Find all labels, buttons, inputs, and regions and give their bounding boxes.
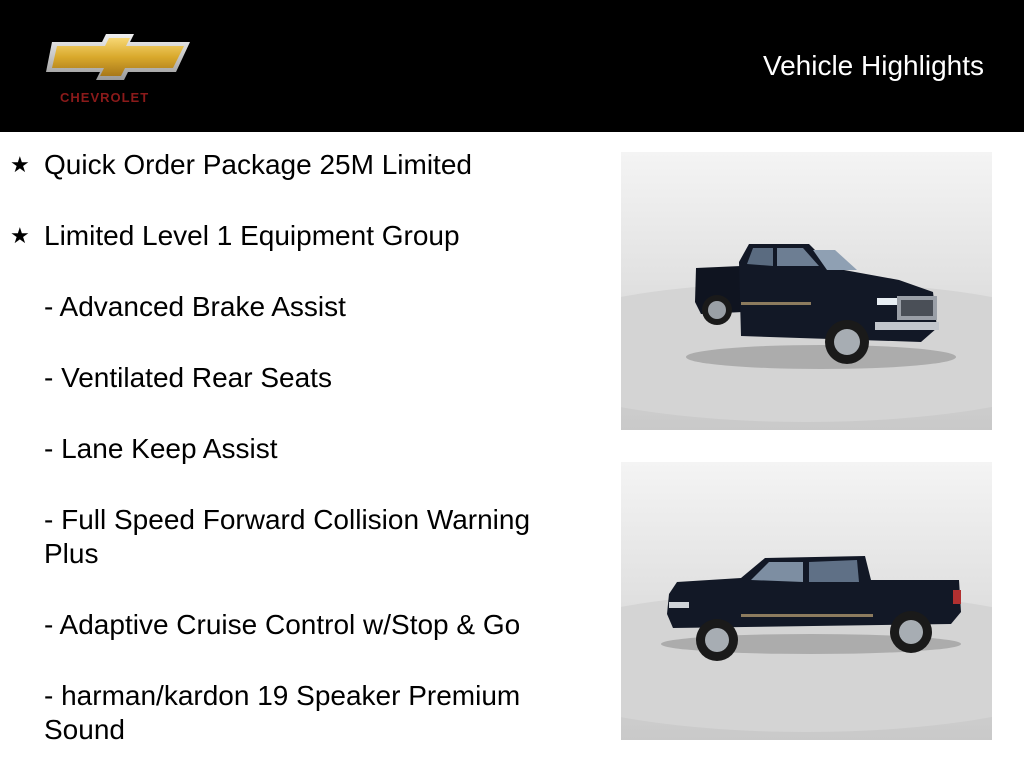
highlight-text: - Lane Keep Assist — [44, 433, 278, 464]
highlight-item — [0, 679, 600, 747]
highlights-list — [0, 148, 600, 784]
highlight-item — [0, 219, 600, 253]
star-icon: ★ — [10, 152, 30, 177]
highlight-item — [0, 290, 600, 324]
highlight-item — [0, 148, 600, 182]
highlight-item — [0, 503, 600, 571]
highlight-item — [0, 432, 600, 466]
highlight-text: - Ventilated Rear Seats — [44, 362, 332, 393]
highlight-text: Limited Level 1 Equipment Group — [44, 220, 460, 251]
star-icon: ★ — [10, 223, 30, 248]
highlight-text: - Full Speed Forward Collision Warning Plus — [44, 504, 531, 569]
highlight-text: - Adaptive Cruise Control w/Stop & Go — [44, 609, 521, 640]
highlight-text: - Advanced Brake Assist — [44, 291, 346, 322]
svg-text:CHEVROLET: CHEVROLET — [60, 90, 150, 105]
truck-front-quarter-photo — [621, 152, 992, 430]
header-bar — [0, 0, 1024, 132]
highlight-text: - harman/kardon 19 Speaker Premium Sound — [44, 680, 521, 745]
page-title: Vehicle Highlights — [762, 50, 984, 81]
chevrolet-logo — [44, 32, 194, 112]
highlight-item — [0, 361, 600, 395]
truck-side-profile-photo — [621, 462, 992, 740]
highlight-text: Quick Order Package 25M Limited — [44, 149, 472, 180]
highlight-item — [0, 608, 600, 642]
